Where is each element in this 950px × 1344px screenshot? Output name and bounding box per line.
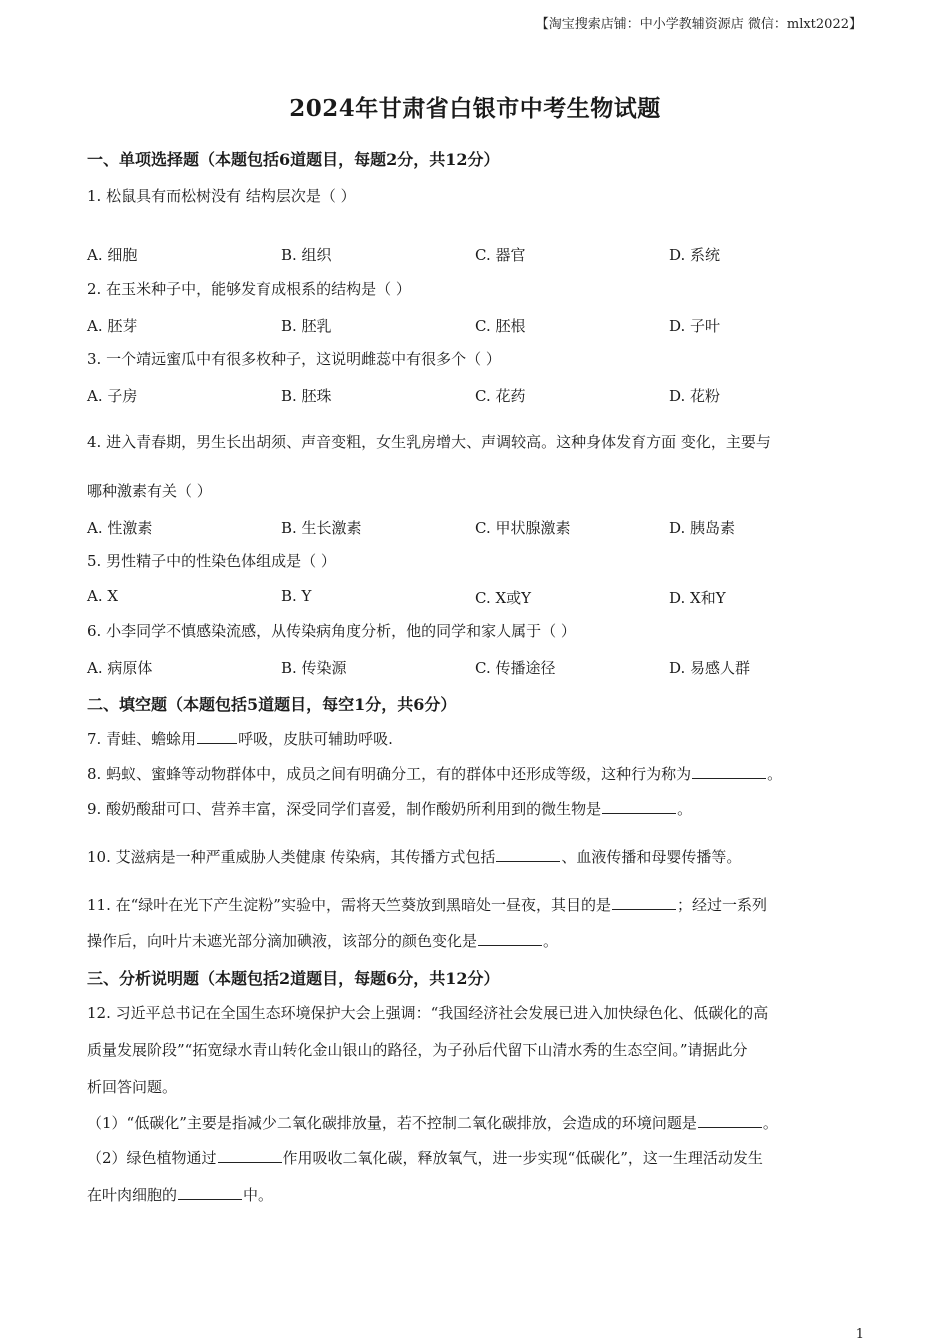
option-b: B. 生长激素 bbox=[281, 519, 362, 537]
option-b: B. 传染源 bbox=[281, 659, 347, 677]
option-c: C. 甲状腺激素 bbox=[475, 519, 571, 537]
page-title: 2024年甘肃省白银市中考生物试题 bbox=[289, 95, 661, 122]
question-11-line-2 bbox=[87, 931, 558, 950]
option-b: B. 胚乳 bbox=[281, 317, 332, 335]
page-header: 【淘宝搜索店铺：中小学教辅资源店 微信：mlxt2022】 bbox=[535, 17, 862, 32]
part-1-text: （1）“低碳化”主要是指减少二氧化碳排放量，若不控制二氧化碳排放，会造成的环境问题是 bbox=[87, 1114, 697, 1132]
question-9 bbox=[87, 799, 692, 818]
section-2-heading: 二、填空题（本题包括5道题目，每空1分，共6分） bbox=[87, 695, 457, 714]
question-4-line-2: 哪种激素有关（ ） bbox=[87, 482, 212, 500]
option-d: D. 胰岛素 bbox=[669, 519, 736, 537]
option-b: B. 胚珠 bbox=[281, 387, 332, 405]
answer-blank bbox=[478, 931, 542, 946]
question-2-options bbox=[87, 315, 867, 336]
part-2-text-2: 在叶肉细胞的 bbox=[87, 1186, 178, 1204]
question-1: 1. 松鼠具有而松树没有 结构层次是（ ） bbox=[87, 187, 356, 205]
question-12-line-3: 析回答问题。 bbox=[87, 1078, 178, 1096]
question-1-options bbox=[87, 244, 867, 265]
question-9-text: 9. 酸奶酸甜可口、营养丰富，深受同学们喜爱，制作酸奶所利用到的微生物是 bbox=[87, 800, 602, 818]
question-6-options bbox=[87, 657, 867, 678]
answer-blank bbox=[698, 1113, 762, 1128]
question-7-text: 7. 青蛙、蟾蜍用 bbox=[87, 730, 197, 748]
part-2-text: （2）绿色植物通过 bbox=[87, 1149, 217, 1167]
option-a: A. 病原体 bbox=[87, 659, 153, 677]
option-a: A. 子房 bbox=[87, 387, 138, 405]
answer-blank bbox=[178, 1185, 242, 1200]
question-10-text-end: 、血液传播和母婴传播等。 bbox=[561, 848, 742, 866]
option-d: D. 花粉 bbox=[669, 387, 721, 405]
question-11-text-2: 操作后，向叶片未遮光部分滴加碘液，该部分的颜色变化是 bbox=[87, 932, 478, 950]
question-8-text-end: 。 bbox=[767, 765, 783, 783]
question-5-options bbox=[87, 587, 867, 608]
question-3: 3. 一个靖远蜜瓜中有很多枚种子，这说明雌蕊中有很多个（ ） bbox=[87, 350, 501, 368]
question-7-text-end: 呼吸，皮肤可辅助呼吸. bbox=[238, 730, 393, 748]
answer-blank bbox=[496, 847, 560, 862]
question-4-options bbox=[87, 517, 867, 538]
option-b: B. 组织 bbox=[281, 246, 332, 264]
page-number: 1 bbox=[855, 1327, 864, 1342]
option-a: A. 性激素 bbox=[87, 519, 153, 537]
question-12-part-2 bbox=[87, 1148, 763, 1167]
option-c: C. X或Y bbox=[475, 589, 532, 607]
option-b: B. Y bbox=[281, 587, 312, 605]
answer-blank bbox=[218, 1148, 282, 1163]
question-10 bbox=[87, 847, 741, 866]
question-3-options bbox=[87, 385, 867, 406]
option-c: C. 传播途径 bbox=[475, 659, 556, 677]
question-11-text: 11. 在“绿叶在光下产生淀粉”实验中，需将天竺葵放到黑暗处一昼夜，其目的是 bbox=[87, 896, 611, 914]
answer-blank bbox=[692, 764, 766, 779]
question-12-line-2: 质量发展阶段”“拓宽绿水青山转化金山银山的路径，为子孙后代留下山清水秀的生态空间。”请据此分 bbox=[87, 1041, 748, 1059]
part-2-text-mid: 作用吸收二氧化碳，释放氧气，进一步实现“低碳化”，这一生理活动发生 bbox=[282, 1149, 763, 1167]
question-11-text-end: 。 bbox=[543, 932, 559, 950]
option-a: A. X bbox=[87, 587, 119, 605]
option-c: C. 器官 bbox=[475, 246, 526, 264]
option-c: C. 胚根 bbox=[475, 317, 526, 335]
option-d: D. X和Y bbox=[669, 589, 726, 607]
question-11-line-1 bbox=[87, 895, 767, 914]
question-11-text-mid: ；经过一系列 bbox=[676, 896, 767, 914]
option-d: D. 子叶 bbox=[669, 317, 721, 335]
answer-blank bbox=[602, 799, 676, 814]
question-8-text: 8. 蚂蚁、蜜蜂等动物群体中，成员之间有明确分工，有的群体中还形成等级，这种行为称为 bbox=[87, 765, 692, 783]
question-12-line-1: 12. 习近平总书记在全国生态环境保护大会上强调：“我国经济社会发展已进入加快绿色化、低碳化的高 bbox=[87, 1004, 769, 1022]
question-8 bbox=[87, 764, 782, 783]
answer-blank bbox=[197, 729, 237, 744]
question-4-line-1: 4. 进入青春期，男生长出胡须、声音变粗，女生乳房增大、声调较高。这种身体发育方面 变化，主要与 bbox=[87, 433, 771, 451]
option-c: C. 花药 bbox=[475, 387, 526, 405]
question-12-part-1 bbox=[87, 1113, 778, 1132]
question-2: 2. 在玉米种子中，能够发育成根系的结构是（ ） bbox=[87, 280, 411, 298]
option-d: D. 系统 bbox=[669, 246, 721, 264]
section-3-heading: 三、分析说明题（本题包括2道题目，每题6分，共12分） bbox=[87, 969, 500, 988]
section-1-heading: 一、单项选择题（本题包括6道题目，每题2分，共12分） bbox=[87, 150, 500, 169]
option-a: A. 细胞 bbox=[87, 246, 138, 264]
option-a: A. 胚芽 bbox=[87, 317, 138, 335]
question-5: 5. 男性精子中的性染色体组成是（ ） bbox=[87, 552, 336, 570]
option-d: D. 易感人群 bbox=[669, 659, 751, 677]
question-6: 6. 小李同学不慎感染流感，从传染病角度分析，他的同学和家人属于（ ） bbox=[87, 622, 576, 640]
answer-blank bbox=[612, 895, 676, 910]
part-2-text-end: 中。 bbox=[243, 1186, 274, 1204]
question-7 bbox=[87, 729, 393, 748]
question-9-text-end: 。 bbox=[677, 800, 693, 818]
question-12-part-2-cont bbox=[87, 1185, 273, 1204]
question-10-text: 10. 艾滋病是一种严重威胁人类健康 传染病，其传播方式包括 bbox=[87, 848, 496, 866]
part-1-text-end: 。 bbox=[762, 1114, 778, 1132]
